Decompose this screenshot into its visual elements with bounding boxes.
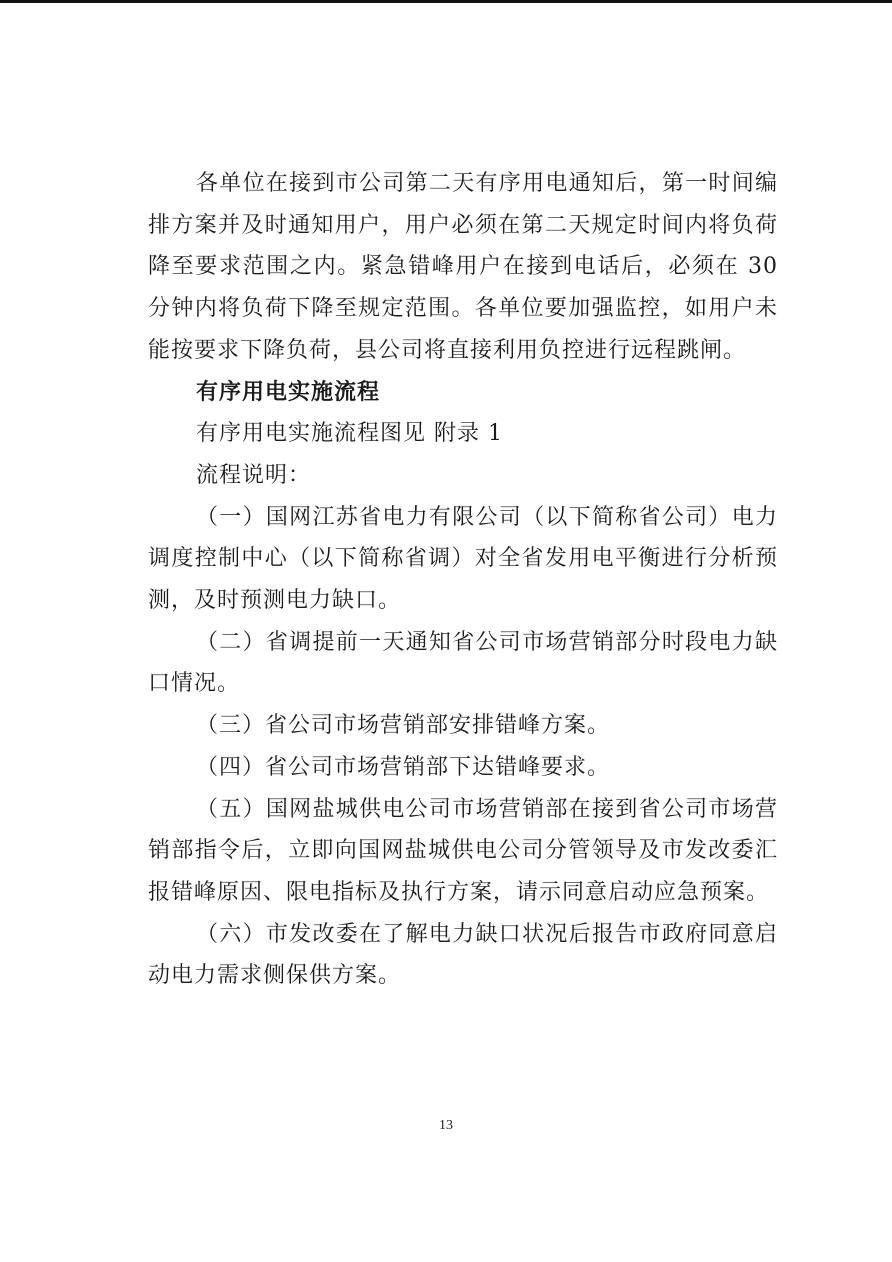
step-item: （四）省公司市场营销部下达错峰要求。 (196, 754, 611, 780)
paragraph-notice: 各单位在接到市公司第二天有序用电通知后，第一时间编排方案并及时通知用户，用户必须在第二天规定时间内将负荷降至要求范围之内。紧急错峰用户在接到电话后，必须在 30 分钟内将负荷下降至规定范围。各单位要加强监控，如用户未能按要求下降负荷，县公司将直接利用负控进行远程跳闸。 (148, 171, 778, 363)
step-item: （二）省调提前一天通知省公司市场营销部分时段电力缺口情况。 (148, 629, 778, 697)
page-number: 13 (439, 1118, 453, 1133)
flow-description-label: 流程说明： (196, 462, 312, 488)
step-item: （一）国网江苏省电力有限公司（以下简称省公司）电力调度控制中心（以下简称省调）对全省发用电平衡进行分析预测，及时预测电力缺口。 (148, 504, 778, 614)
document-body (148, 163, 778, 997)
step-item: （六）市发改委在了解电力缺口状况后报告市政府同意启动电力需求侧保供方案。 (148, 921, 778, 989)
section-heading: 有序用电实施流程 (196, 378, 381, 405)
step-item: （三）省公司市场营销部安排错峰方案。 (196, 713, 611, 739)
flowchart-reference: 有序用电实施流程图见 附录 1 (196, 421, 503, 447)
top-border-rule (0, 0, 892, 3)
step-item: （五）国网盐城供电公司市场营销部在接到省公司市场营销部指令后，立即向国网盐城供电公司分管领导及市发改委汇报错峰原因、限电指标及执行方案，请示同意启动应急预案。 (148, 796, 778, 905)
